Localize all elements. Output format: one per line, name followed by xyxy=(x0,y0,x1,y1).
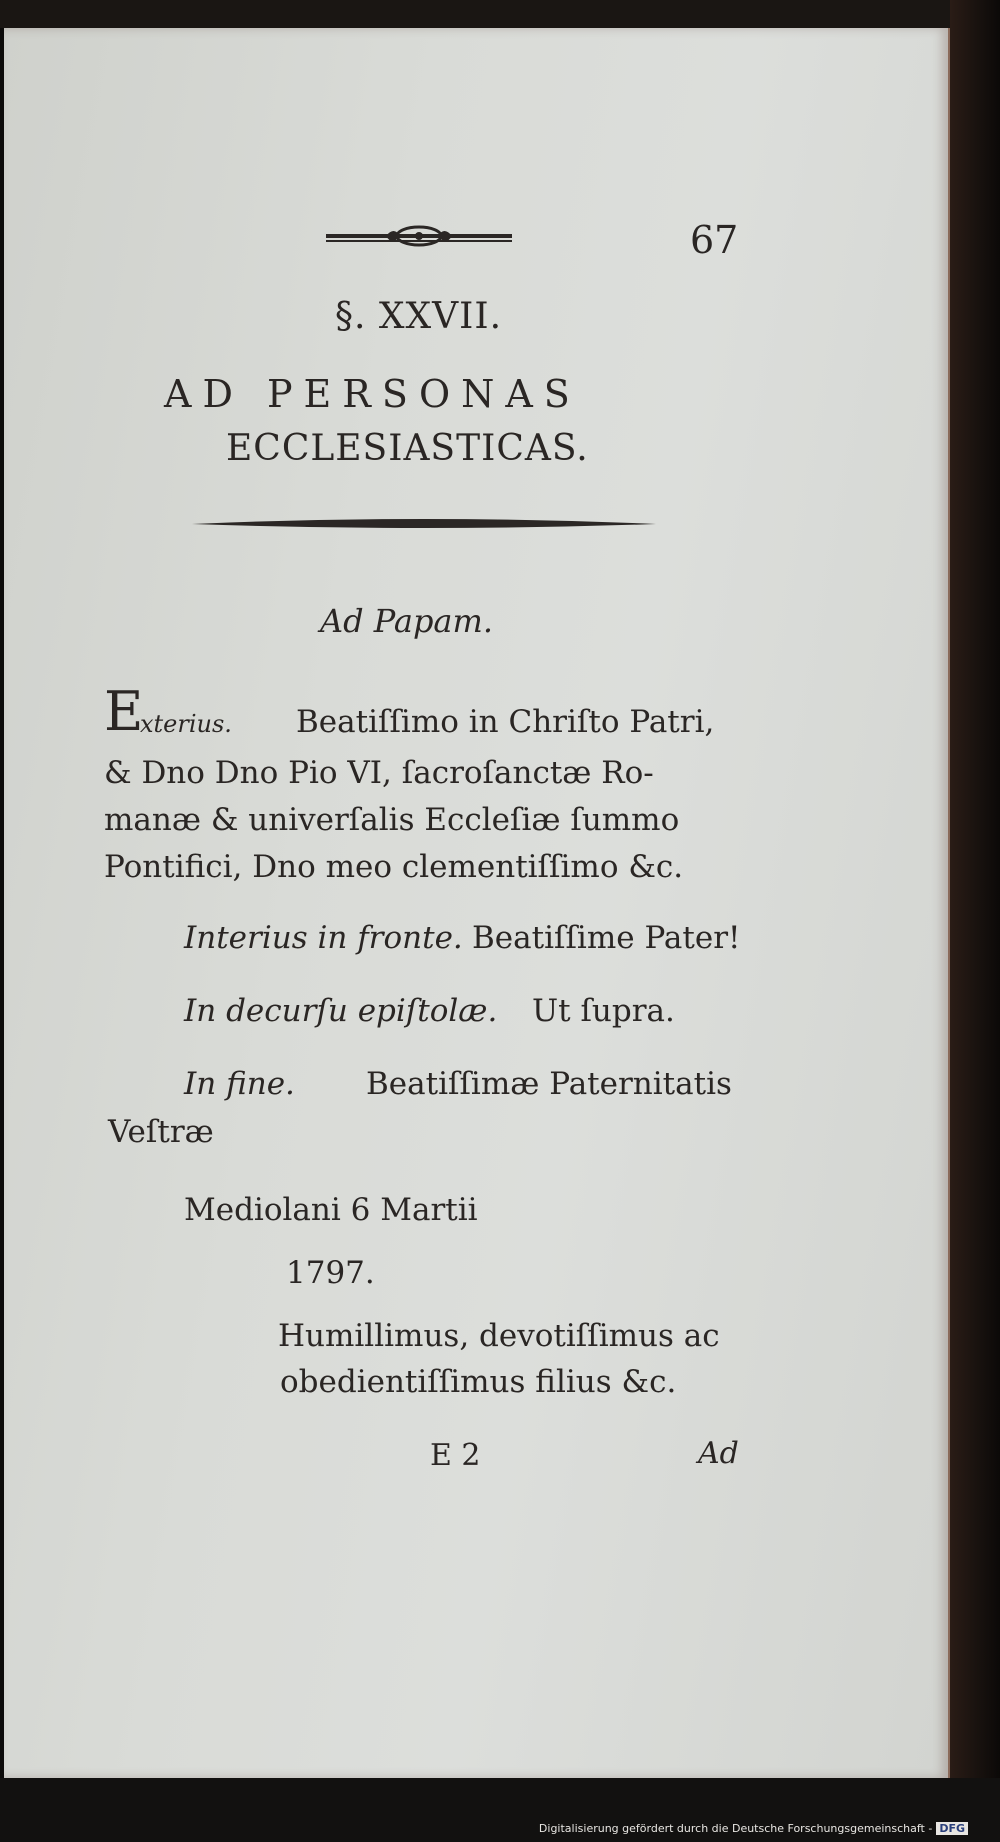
interius-label: Interius in fronte. xyxy=(184,920,463,956)
section-number: §. XXVII. xyxy=(335,296,503,337)
dfg-logo: DFG xyxy=(936,1822,968,1835)
text-line: Beatiſſimo in Chriſto Patri, xyxy=(296,704,715,740)
fine-text: Beatiſſimæ Paternitatis xyxy=(366,1066,732,1102)
decursu-label: In decurſu epiſtolæ. xyxy=(184,993,498,1029)
text-line: manæ & univerſalis Eccleſiæ ſummo xyxy=(104,802,680,838)
ornament-icon xyxy=(326,222,512,252)
section-title-line1: AD PERSONAS xyxy=(164,372,581,416)
drop-cap: E xyxy=(104,680,144,743)
digitization-credit xyxy=(539,1822,968,1835)
credit-text: Digitalisierung gefördert durch die Deutsche Forschungsgemeinschaft - xyxy=(538,1822,933,1835)
divider-rule xyxy=(192,516,656,532)
place-date: Mediolani 6 Martii xyxy=(184,1192,478,1228)
scan-top-edge xyxy=(0,0,1000,28)
interius-text: Beatiſſime Pater! xyxy=(472,920,741,956)
subheading: Ad Papam. xyxy=(320,602,494,640)
year: 1797. xyxy=(286,1255,375,1291)
fine-continuation: Veſtræ xyxy=(108,1114,214,1150)
catchword: Ad xyxy=(698,1436,739,1471)
decursu-text: Ut ſupra. xyxy=(532,993,675,1029)
page-number: 67 xyxy=(690,218,739,262)
exterius-label: xterius. xyxy=(140,710,232,738)
closing-line: Humillimus, devotiſſimus ac xyxy=(278,1318,720,1354)
fine-label: In fine. xyxy=(184,1066,295,1102)
closing-line: obedientiſſimus filius &c. xyxy=(280,1364,677,1400)
signature-mark: E 2 xyxy=(430,1438,481,1473)
text-line: & Dno Dno Pio VI, ſacroſanctæ Ro- xyxy=(104,755,654,791)
book-spine-edge xyxy=(950,0,1000,1842)
section-title-line2: ECCLESIASTICAS. xyxy=(226,428,589,469)
text-line: Pontifici, Dno meo clementiſſimo &c. xyxy=(104,849,684,885)
book-page xyxy=(4,28,950,1778)
